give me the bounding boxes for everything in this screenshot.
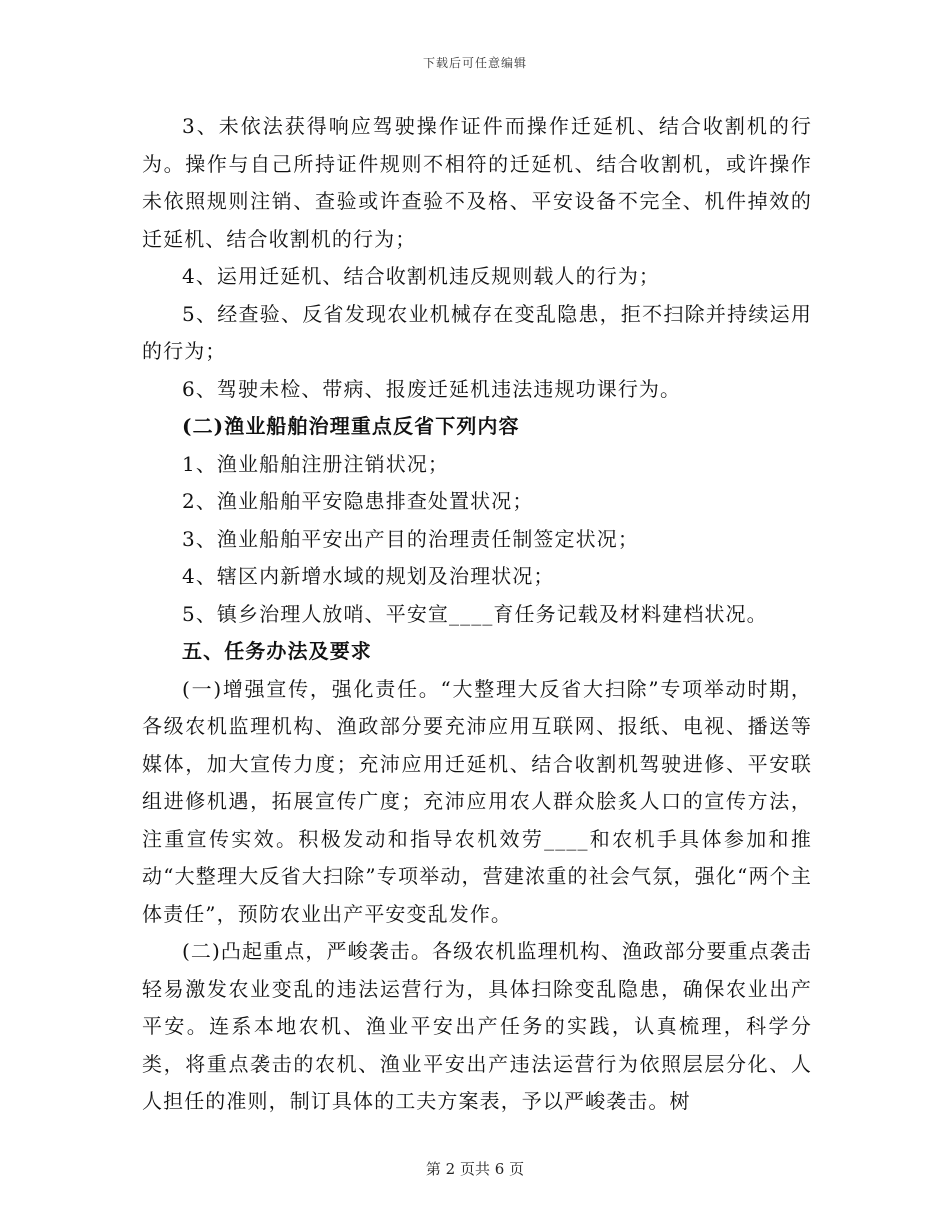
paragraph-item-6: 6、驾驶未检、带病、报废迁延机违法违规功课行为。 (182, 376, 682, 401)
section-heading-fishing-vessels: (二)渔业船舶治理重点反省下列内容 (182, 414, 520, 438)
document-body (142, 108, 812, 1121)
page-header-note: 下载后可任意编辑 (422, 56, 527, 70)
paragraph-item-3: 3、未依法获得响应驾驶操作证件而操作迁延机、结合收割机的行为。操作与自己所持证件规则不相符的迁延机、结合收割机，或许操作未依照规则注销、查验或许查验不及格、平安设备不完全、机件掉效的迁延机、结合收割机的行为； (142, 114, 812, 251)
section-heading-methods: 五、任务办法及要求 (182, 639, 372, 663)
list-item-1: 1、渔业船舶注册注销状况； (182, 451, 450, 476)
list-item-2: 2、渔业船舶平安隐患排查处置状况； (182, 489, 534, 513)
paragraph-crackdown: (二)凸起重点，严峻袭击。各级农机监理机构、渔政部分要重点袭击轻易激发农业变乱的违法运营行为，具体扫除变乱隐患，确保农业出产平安。连系本地农机、渔业平安出产任务的实践，认真梳理，科学分类，将重点袭击的农机、渔业平安出产违法运营行为依照层层分化、人人担任的准则，制订具体的工夫方案表，予以严峻袭击。树 (142, 939, 812, 1113)
paragraph-item-4: 4、运用迁延机、结合收割机违反规则载人的行为； (182, 264, 661, 288)
list-item-5: 5、镇乡治理人放哨、平安宣____育任务记载及材料建档状况。 (182, 601, 768, 626)
paragraph-publicity: (一)增强宣传，强化责任。“大整理大反省大扫除”专项举动时期，各级农机监理机构、渔政部分要充沛应用互联网、报纸、电视、播送等媒体，加大宣传力度；充沛应用迁延机、结合收割机驾驶进修、平安联组进修机遇，拓展宣传广度；充沛应用农人群众脍炙人口的宣传方法，注重宣传实效。积极发动和指导农机效劳____和农机手具体参加和推动“大整理大反省大扫除”专项举动，营建浓重的社会气氛，强化“两个主体责任”，预防农业出产平安变乱发作。 (142, 676, 812, 926)
list-item-4: 4、辖区内新增水域的规划及治理状况； (182, 564, 555, 588)
page-number: 第 2 页共 6 页 (425, 1160, 525, 1178)
list-item-3: 3、渔业船舶平安出产目的治理责任制签定状况； (182, 526, 639, 551)
paragraph-item-5: 5、经查验、反省发现农业机械存在变乱隐患，拒不扫除并持续运用的行为； (142, 301, 812, 363)
